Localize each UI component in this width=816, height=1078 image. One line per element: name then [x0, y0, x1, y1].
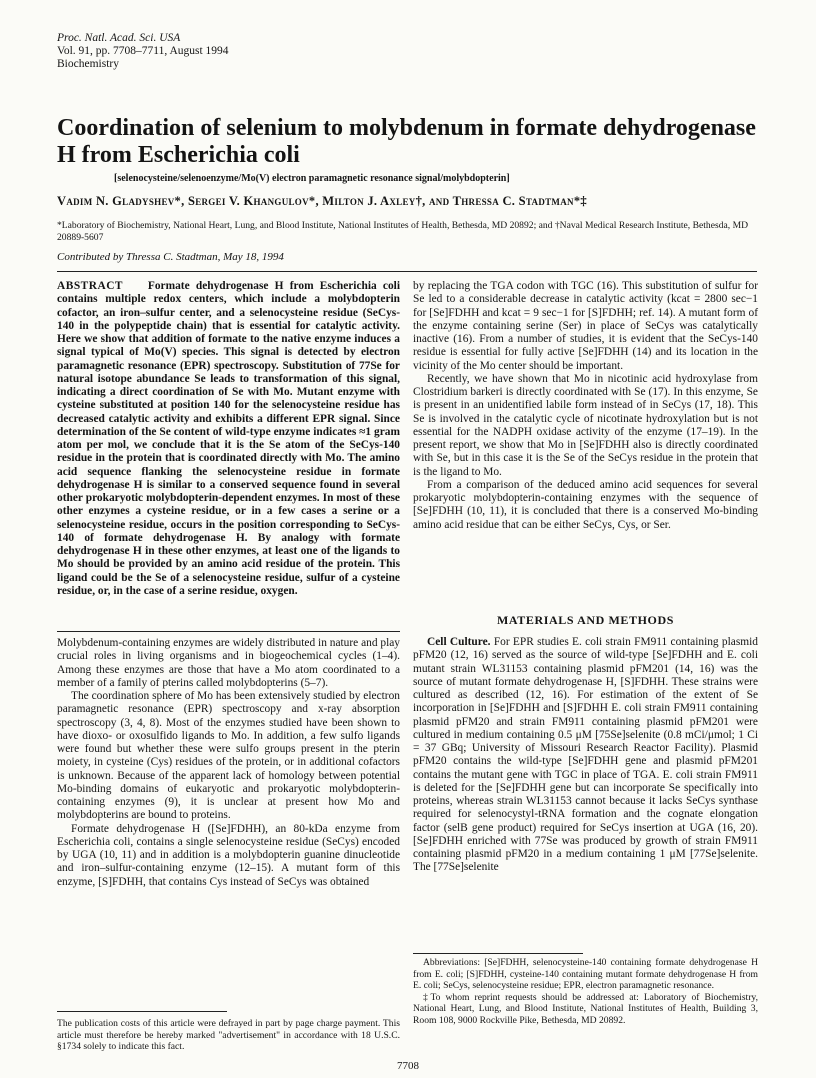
intro-paragraph: Formate dehydrogenase H ([Se]FDHH), an 80-kDa enzyme from Escherichia coli, contains a single selenocysteine residue (SeCys) encoded by UGA (10, 11) and in addition is a molybdopterin guanine dinucleotide and iron–sulfur-containing enzyme (12–15). A mutant form of this enzyme, [S]FDHH, that contains Cys instead of SeCys was obtained — [57, 822, 400, 888]
publication-cost-footnote: The publication costs of this article were defrayed in part by page charge payment. This article must therefore be hereby marked "advertisement" in accordance with 18 U.S.C. §1734 solely to indicate this fact. — [57, 1018, 400, 1052]
intro-paragraph: Molybdenum-containing enzymes are widely distributed in nature and play crucial roles in living organisms and in biogeochemical cycles (1–4). Among these enzymes are those that have a Mo atom coordinated to a member of a family of pterins called molybdopterins (5–7). — [57, 637, 400, 689]
methods-text — [413, 636, 758, 875]
intro-paragraph: From a comparison of the deduced amino acid sequences for several prokaryotic molybdopterin-containing enzymes with the sequence of [Se]FDHH (10, 11), it is concluded that there is a conserved Mo-binding amino acid residue that can be either SeCys, Cys, or Ser. — [413, 478, 758, 531]
abbreviations-footnote: Abbreviations: [Se]FDHH, selenocysteine-140 containing formate dehydrogenase H from E. coli; [S]FDHH, cysteine-140 containing mutant formate dehydrogenase H from E. coli; SeCys, selenocysteine residue; EPR, electron paramagnetic resonance. — [413, 957, 758, 991]
abstract-label: ABSTRACT — [57, 280, 124, 292]
journal-header — [57, 32, 229, 71]
authors: Vadim N. Gladyshev*, Sergei V. Khangulov*, Milton J. Axley†, and Thressa C. Stadtman*‡ — [57, 194, 587, 208]
footnote-divider — [413, 953, 583, 954]
affiliations: *Laboratory of Biochemistry, National Heart, Lung, and Blood Institute, National Institutes of Health, Bethesda, MD 20892; and †Naval Medical Research Institute, Bethesda, MD 20889-5607 — [57, 220, 749, 243]
intro-paragraph: The coordination sphere of Mo has been extensively studied by electron paramagnetic resonance (EPR) spectroscopy and x-ray absorption spectroscopy (3, 4, 8). Most of the enzymes studied have been shown to have dioxo- or oxosulfido ligands to Mo. In addition, a few sulfo ligands were found but whether these were sulfo groups present in the pterin moiety, in cysteine (Cys) residues of the protein, or in additional cofactors is unknown. Because of the apparent lack of homology between potential Mo-binding domains of eukaryotic and prokaryotic molybdopterin-containing enzymes (9), it is unclear at present how Mo and molybdopterins are bound to proteins. — [57, 690, 400, 822]
keywords: [selenocysteine/selenoenzyme/Mo(V) electron paramagnetic resonance signal/molybdopterin] — [114, 173, 510, 184]
contributed-by: Contributed by Thressa C. Stadtman, May 18, 1994 — [57, 251, 284, 263]
abstract-divider — [57, 631, 400, 632]
journal-volume: Vol. 91, pp. 7708–7711, August 1994 — [57, 45, 229, 57]
intro-paragraph: by replacing the TGA codon with TGC (16). This substitution of sulfur for Se led to a considerable decrease in catalytic activity (kcat = 2800 sec−1 for [Se]FDHH and kcat = 9 sec−1 for [S]FDHH; ref. 14). A mutant form of the enzyme containing serine (Ser) in place of SeCys was catalytically inactive (16). From a number of studies, it is evident that the SeCys-140 residue is essential for fully active [Se]FDHH (14) and its location in the vicinity of the Mo center should be important. — [413, 280, 758, 372]
reprint-footnote: ‡To whom reprint requests should be addressed at: Laboratory of Biochemistry, National Heart, Lung, and Blood Institute, National Institutes of Health, Building 3, Room 108, 9000 Rockville Pike, Bethesda, MD 20892. — [413, 991, 758, 1026]
section-heading: MATERIALS AND METHODS — [496, 613, 675, 627]
abstract-text: Formate dehydrogenase H from Escherichia coli contains multiple redox centers, which include a molybdopterin cofactor, an iron–sulfur center, and a selenocysteine residue (SeCys-140 in the polypeptide chain) that is essential for catalytic activity. Here we show that addition of formate to the native enzyme induces a signal typical of Mo(V) species. This signal is detected by electron paramagnetic resonance (EPR) spectroscopy. Substitution of 77Se for natural isotope abundance Se leads to transformation of this signal, indicating a direct coordination of Se with Mo. Mutant enzyme with cysteine substituted at position 140 for the selenocysteine residue has decreased catalytic activity and exhibits a different EPR signal. Since determination of the Se content of wild-type enzyme indicates ≈1 gram atom per mol, we conclude that it is the Se atom of the SeCys-140 residue in the protein that is coordinated directly with Mo. The amino acid sequence flanking the selenocysteine residue in formate dehydrogenase H is similar to a conserved sequence found in several other prokaryotic molybdopterin-dependent enzymes. In most of these other enzymes a cysteine residue, or in a few cases a serine or a selenocysteine residue, occurs in the position corresponding to SeCys-140 of formate dehydrogenase H. By analogy with formate dehydrogenase H in these other enzymes, at least one of the ligands to Mo should be provided by an amino acid residue of the protein. This ligand could be the Se of a selenocysteine residue, sulfur of a cysteine residue, or, in the case of a serine residue, oxygen. — [57, 280, 401, 597]
footnotes-right — [413, 957, 758, 1026]
intro-right-column — [413, 280, 758, 532]
subsection-heading: Cell Culture. — [427, 636, 491, 648]
methods-paragraph: For EPR studies E. coli strain FM911 containing plasmid pFM20 (12, 16) served as the source of wild-type [Se]FDHH and E. coli mutant strain WL31153 containing plasmid pFM201 (14, 16) was the source of mutant formate dehydrogenase H, [S]FDHH. These strains were cultured as described (12, 16). For estimation of the extent of Se incorporation in [Se]FDHH and [S]FDHH E. coli strain FM911 containing plasmid pFM20 and strain FM911 containing plasmid pFM201 were cultured in medium containing 0.5 μM [75Se]selenite (0.8 mCi/μmol; 1 Ci = 37 GBq; University of Missouri Research Reactor Facility). Plasmid pFM20 contains the wild-type [Se]FDHH gene and plasmid pFM201 contains the mutant gene with TGC in place of TGA. E. coli strain FM911 is deleted for the [Se]FDHH gene but can incorporate Se specifically into proteins, whereas strain WL31153 cannot because it lacks SeCys synthase required for selenocystyl-tRNA formation and the cognate elongation factor (selB gene product) required for SeCys insertion at UGA (16, 20). [Se]FDHH enriched with 77Se was produced by growth of strain FM911 containing plasmid pFM20 in a medium containing 1 μM [77Se]selenite. The [77Se]selenite — [413, 636, 758, 874]
header-divider — [57, 271, 757, 272]
page-number: 7708 — [397, 1060, 419, 1072]
article-title: Coordination of selenium to molybdenum in formate dehydrogenase H from Escherichia coli — [57, 115, 756, 168]
journal-section: Biochemistry — [57, 58, 119, 70]
intro-left-column — [57, 637, 400, 889]
abstract — [57, 280, 400, 598]
intro-paragraph: Recently, we have shown that Mo in nicotinic acid hydroxylase from Clostridium barkeri is directly coordinated with Se (17). In this enzyme, Se is present in an unidentified labile form instead of in SeCys (17, 18). This Se is involved in the catalytic cycle of nicotinate hydroxylation but is not essential for the NADPH oxidase activity of the enzyme (17–19). In the present report, we show that Mo in [Se]FDHH also is directly coordinated with Se, but in this case it is the Se of the SeCys residue in the protein that is the ligand to Mo. — [413, 372, 758, 478]
footnote-divider — [57, 1011, 227, 1012]
journal-name: Proc. Natl. Acad. Sci. USA — [57, 32, 181, 44]
